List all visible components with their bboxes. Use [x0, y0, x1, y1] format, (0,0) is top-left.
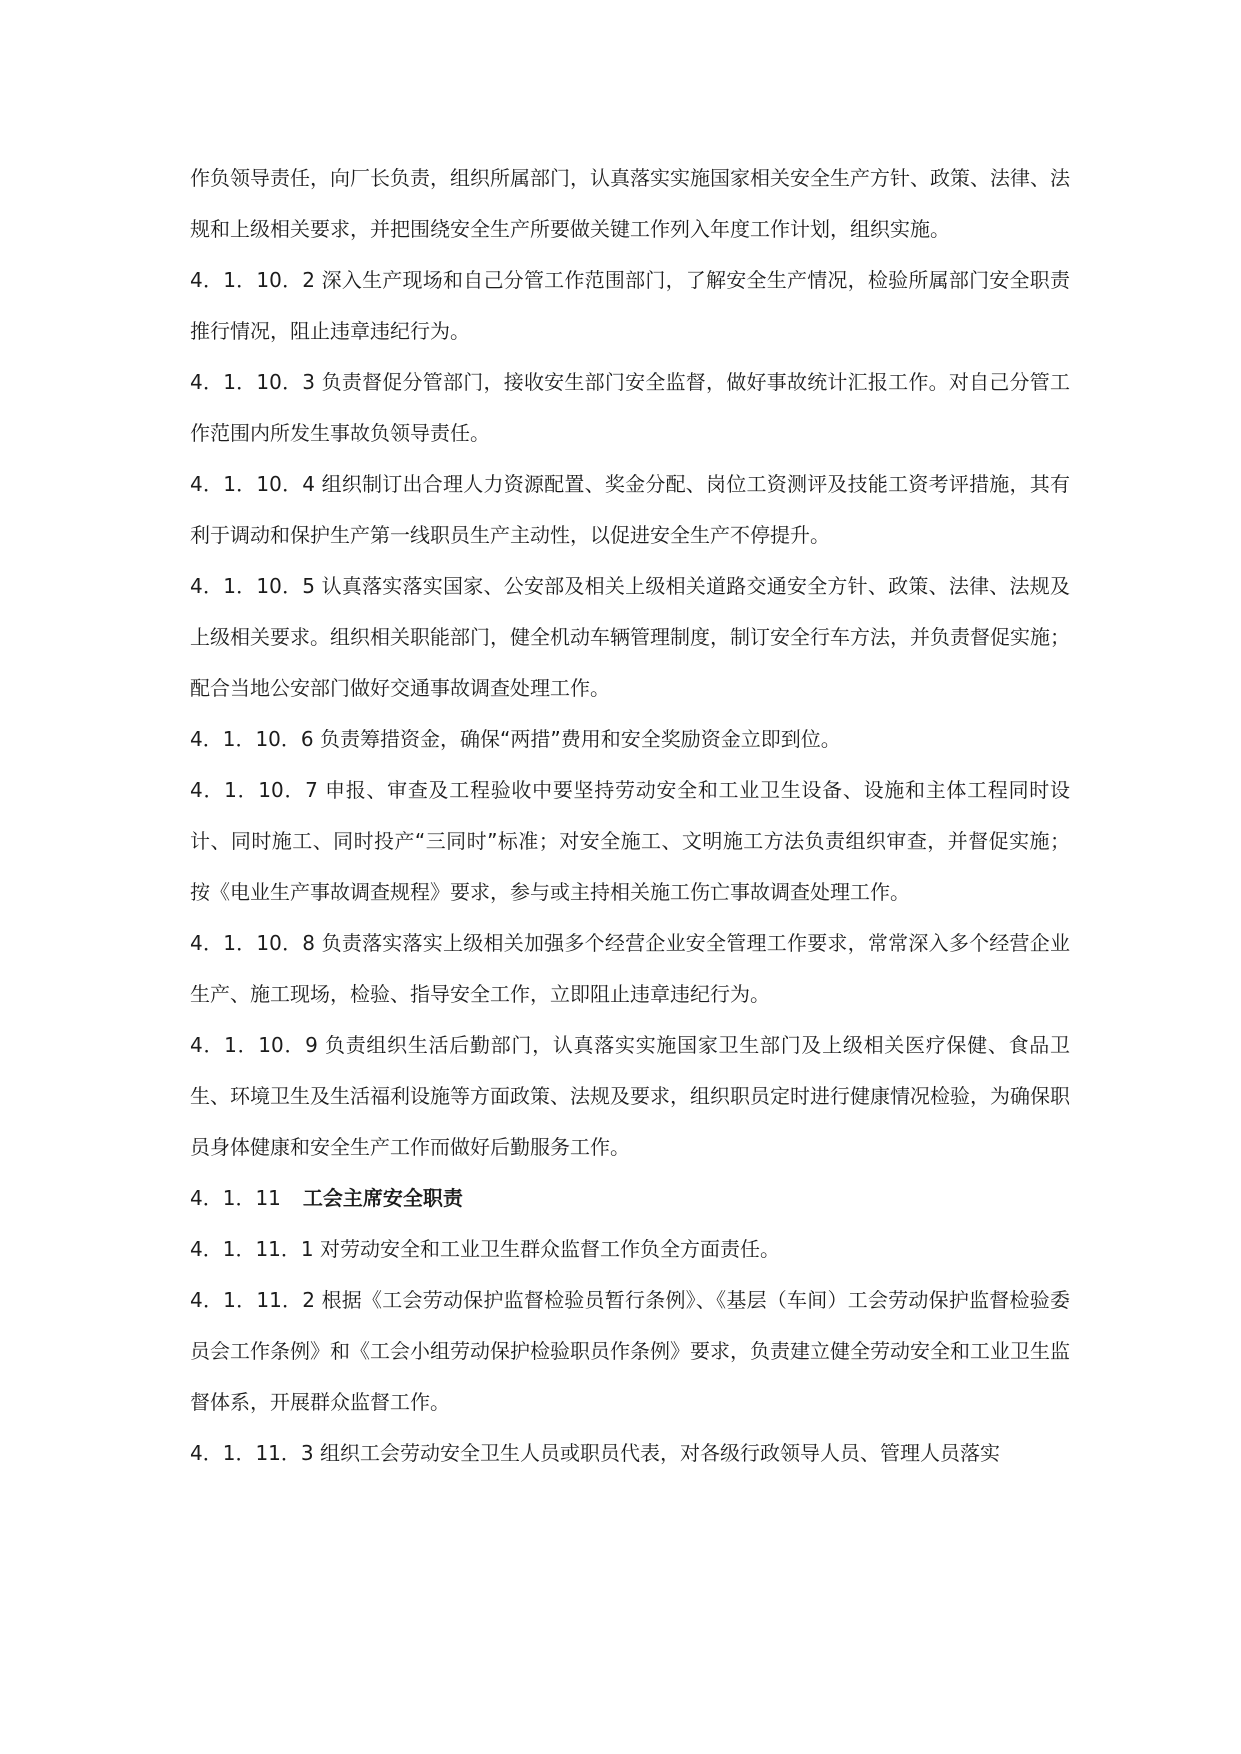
paragraph-4-1-10-5: 4．1．10．5 认真落实落实国家、公安部及相关上级相关道路交通安全方针、政策、法律、法规及上级相关要求。组织相关职能部门，健全机动车辆管理制度，制订安全行车方法，并负责督促实施；配合当地公安部门做好交通事故调查处理工作。	[190, 574, 1070, 700]
paragraph-4-1-10-4: 4．1．10．4 组织制订出合理人力资源配置、奖金分配、岗位工资测评及技能工资考评措施，其有利于调动和保护生产第一线职员生产主动性，以促进安全生产不停提升。	[190, 472, 1070, 547]
paragraph-4-1-11-2: 4．1．11．2 根据《工会劳动保护监督检验员暂行条例》、《基层（车间）工会劳动保护监督检验委员会工作条例》和《工会小组劳动保护检验职员作条例》要求，负责建立健全劳动安全和工业卫生监督体系，开展群众监督工作。	[190, 1288, 1070, 1414]
section-heading-title: 工会主席安全职责	[302, 1186, 463, 1210]
paragraph-4-1-10-3: 4．1．10．3 负责督促分管部门，接收安生部门安全监督，做好事故统计汇报工作。对自己分管工作范围内所发生事故负领导责任。	[190, 370, 1070, 445]
paragraph-continuation: 作负领导责任，向厂长负责，组织所属部门，认真落实实施国家相关安全生产方针、政策、法律、法规和上级相关要求，并把围绕安全生产所要做关键工作列入年度工作计划，组织实施。	[190, 166, 1070, 241]
paragraph-4-1-11-3: 4．1．11．3 组织工会劳动安全卫生人员或职员代表，对各级行政领导人员、管理人员落实	[190, 1441, 1000, 1465]
paragraph-4-1-10-2: 4．1．10．2 深入生产现场和自己分管工作范围部门，了解安全生产情况，检验所属部门安全职责推行情况，阻止违章违纪行为。	[190, 268, 1070, 343]
section-heading-number: 4．1．11	[190, 1186, 281, 1210]
paragraph-4-1-10-7: 4．1．10．7 申报、审查及工程验收中要坚持劳动安全和工业卫生设备、设施和主体工程同时设计、同时施工、同时投产“三同时”标准；对安全施工、文明施工方法负责组织审查，并督促实施；按《电业生产事故调查规程》要求，参与或主持相关施工伤亡事故调查处理工作。	[190, 778, 1070, 904]
paragraph-4-1-10-6: 4．1．10．6 负责筹措资金，确保“两措”费用和安全奖励资金立即到位。	[190, 727, 841, 751]
paragraph-4-1-10-8: 4．1．10．8 负责落实落实上级相关加强多个经营企业安全管理工作要求，常常深入多个经营企业生产、施工现场，检验、指导安全工作，立即阻止违章违纪行为。	[190, 931, 1070, 1006]
paragraph-4-1-10-9: 4．1．10．9 负责组织生活后勤部门，认真落实实施国家卫生部门及上级相关医疗保健、食品卫生、环境卫生及生活福利设施等方面政策、法规及要求，组织职员定时进行健康情况检验，为确保职员身体健康和安全生产工作而做好后勤服务工作。	[190, 1033, 1070, 1159]
document-body	[190, 153, 1070, 1479]
paragraph-4-1-11-1: 4．1．11．1 对劳动安全和工业卫生群众监督工作负全方面责任。	[190, 1237, 780, 1261]
section-heading	[190, 1173, 1070, 1224]
